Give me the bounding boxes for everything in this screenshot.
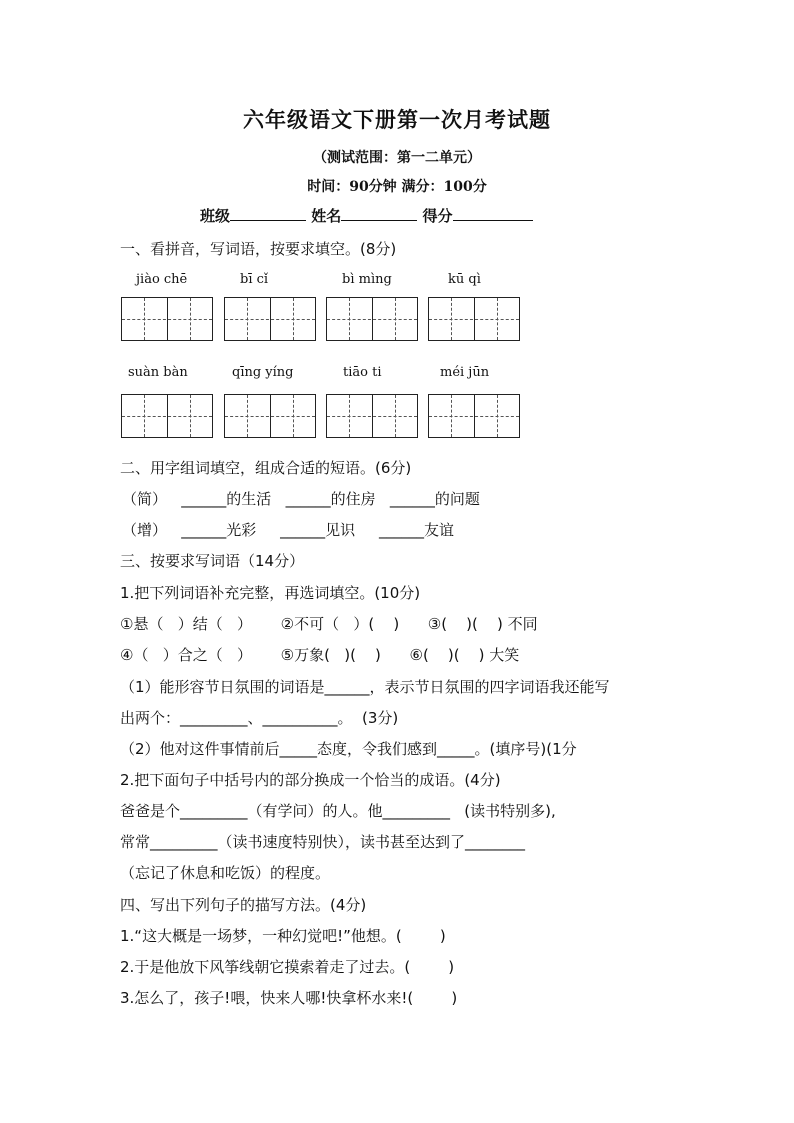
pinyin-4: kū qì: [448, 272, 481, 287]
pinyin-5: suàn bàn: [128, 365, 188, 380]
score-field[interactable]: [453, 206, 533, 221]
section4-line2: 2.于是他放下风筝线朝它摸索着走了过去。( ): [120, 958, 455, 976]
section3-q1: 1.把下列词语补充完整，再选词填空。(10分): [120, 584, 421, 602]
section3-sub1b: 出两个：_________、__________。 (3分): [120, 709, 399, 727]
section2-line-jian: （简） ______的生活 ______的住房 ______的问题: [122, 490, 480, 508]
section4-line1: 1.“这大概是一场梦，一种幻觉吧!”他想。( ): [120, 927, 446, 945]
section3-sub1a: （1）能形容节日氛围的词语是______，表示节日氛围的四字词语我还能写: [120, 678, 610, 696]
exam-title: 六年级语文下册第一次月考试题: [243, 107, 551, 132]
name-label: 姓名: [311, 207, 342, 225]
section3-sub2: （2）他对这件事情前后_____态度，令我们感到_____。(填序号)(1分: [120, 740, 577, 758]
name-field[interactable]: [341, 206, 417, 221]
section3-para3: （忘记了休息和吃饭）的程度。: [120, 864, 331, 882]
section2-heading: 二、用字组词填空，组成合适的短语。(6分): [120, 459, 412, 477]
pinyin-2: bī cǐ: [240, 272, 269, 287]
section3-words-row1: ①悬（ ）结（ ） ②不可（ ）( ) ③( )( ) 不同: [120, 615, 538, 633]
pinyin-6: qīng yíng: [232, 365, 294, 380]
pinyin-8: méi jūn: [440, 365, 490, 380]
writing-box-3[interactable]: [326, 297, 418, 341]
pinyin-3: bì mìng: [342, 272, 392, 287]
writing-box-5[interactable]: [121, 394, 213, 438]
section3-words-row2: ④（ ）合之（ ） ⑤万象( )( ) ⑥( )( ) 大笑: [120, 646, 520, 664]
pinyin-1: jiào chē: [136, 272, 188, 287]
writing-box-2[interactable]: [224, 297, 316, 341]
section1-heading: 一、看拼音，写词语，按要求填空。(8分): [120, 240, 397, 258]
student-info-line: [200, 205, 533, 226]
writing-box-1[interactable]: [121, 297, 213, 341]
pinyin-7: tiāo ti: [343, 365, 382, 380]
class-label: 班级: [200, 207, 231, 225]
score-label: 得分: [422, 207, 453, 225]
section4-heading: 四、写出下列句子的描写方法。(4分): [120, 896, 367, 914]
section3-heading: 三、按要求写词语（14分）: [120, 552, 305, 570]
section4-line3: 3.怎么了，孩子!喂，快来人哪!快拿杯水来!( ): [120, 989, 458, 1007]
section3-para2: 常常_________（读书速度特别快），读书甚至达到了________: [120, 833, 526, 851]
exam-time-score: 时间：90分钟 满分：100分: [307, 179, 487, 195]
section2-line-zeng: （增） ______光彩 ______见识 ______友谊: [122, 521, 454, 539]
exam-scope: （测试范围：第一二单元）: [313, 150, 481, 166]
section3-para1: 爸爸是个_________（有学问）的人。他_________ (读书特别多),: [120, 802, 556, 820]
writing-box-4[interactable]: [428, 297, 520, 341]
class-field[interactable]: [230, 206, 306, 221]
writing-box-8[interactable]: [428, 394, 520, 438]
writing-box-6[interactable]: [224, 394, 316, 438]
writing-box-7[interactable]: [326, 394, 418, 438]
section3-q2: 2.把下面句子中括号内的部分换成一个恰当的成语。(4分): [120, 771, 501, 789]
